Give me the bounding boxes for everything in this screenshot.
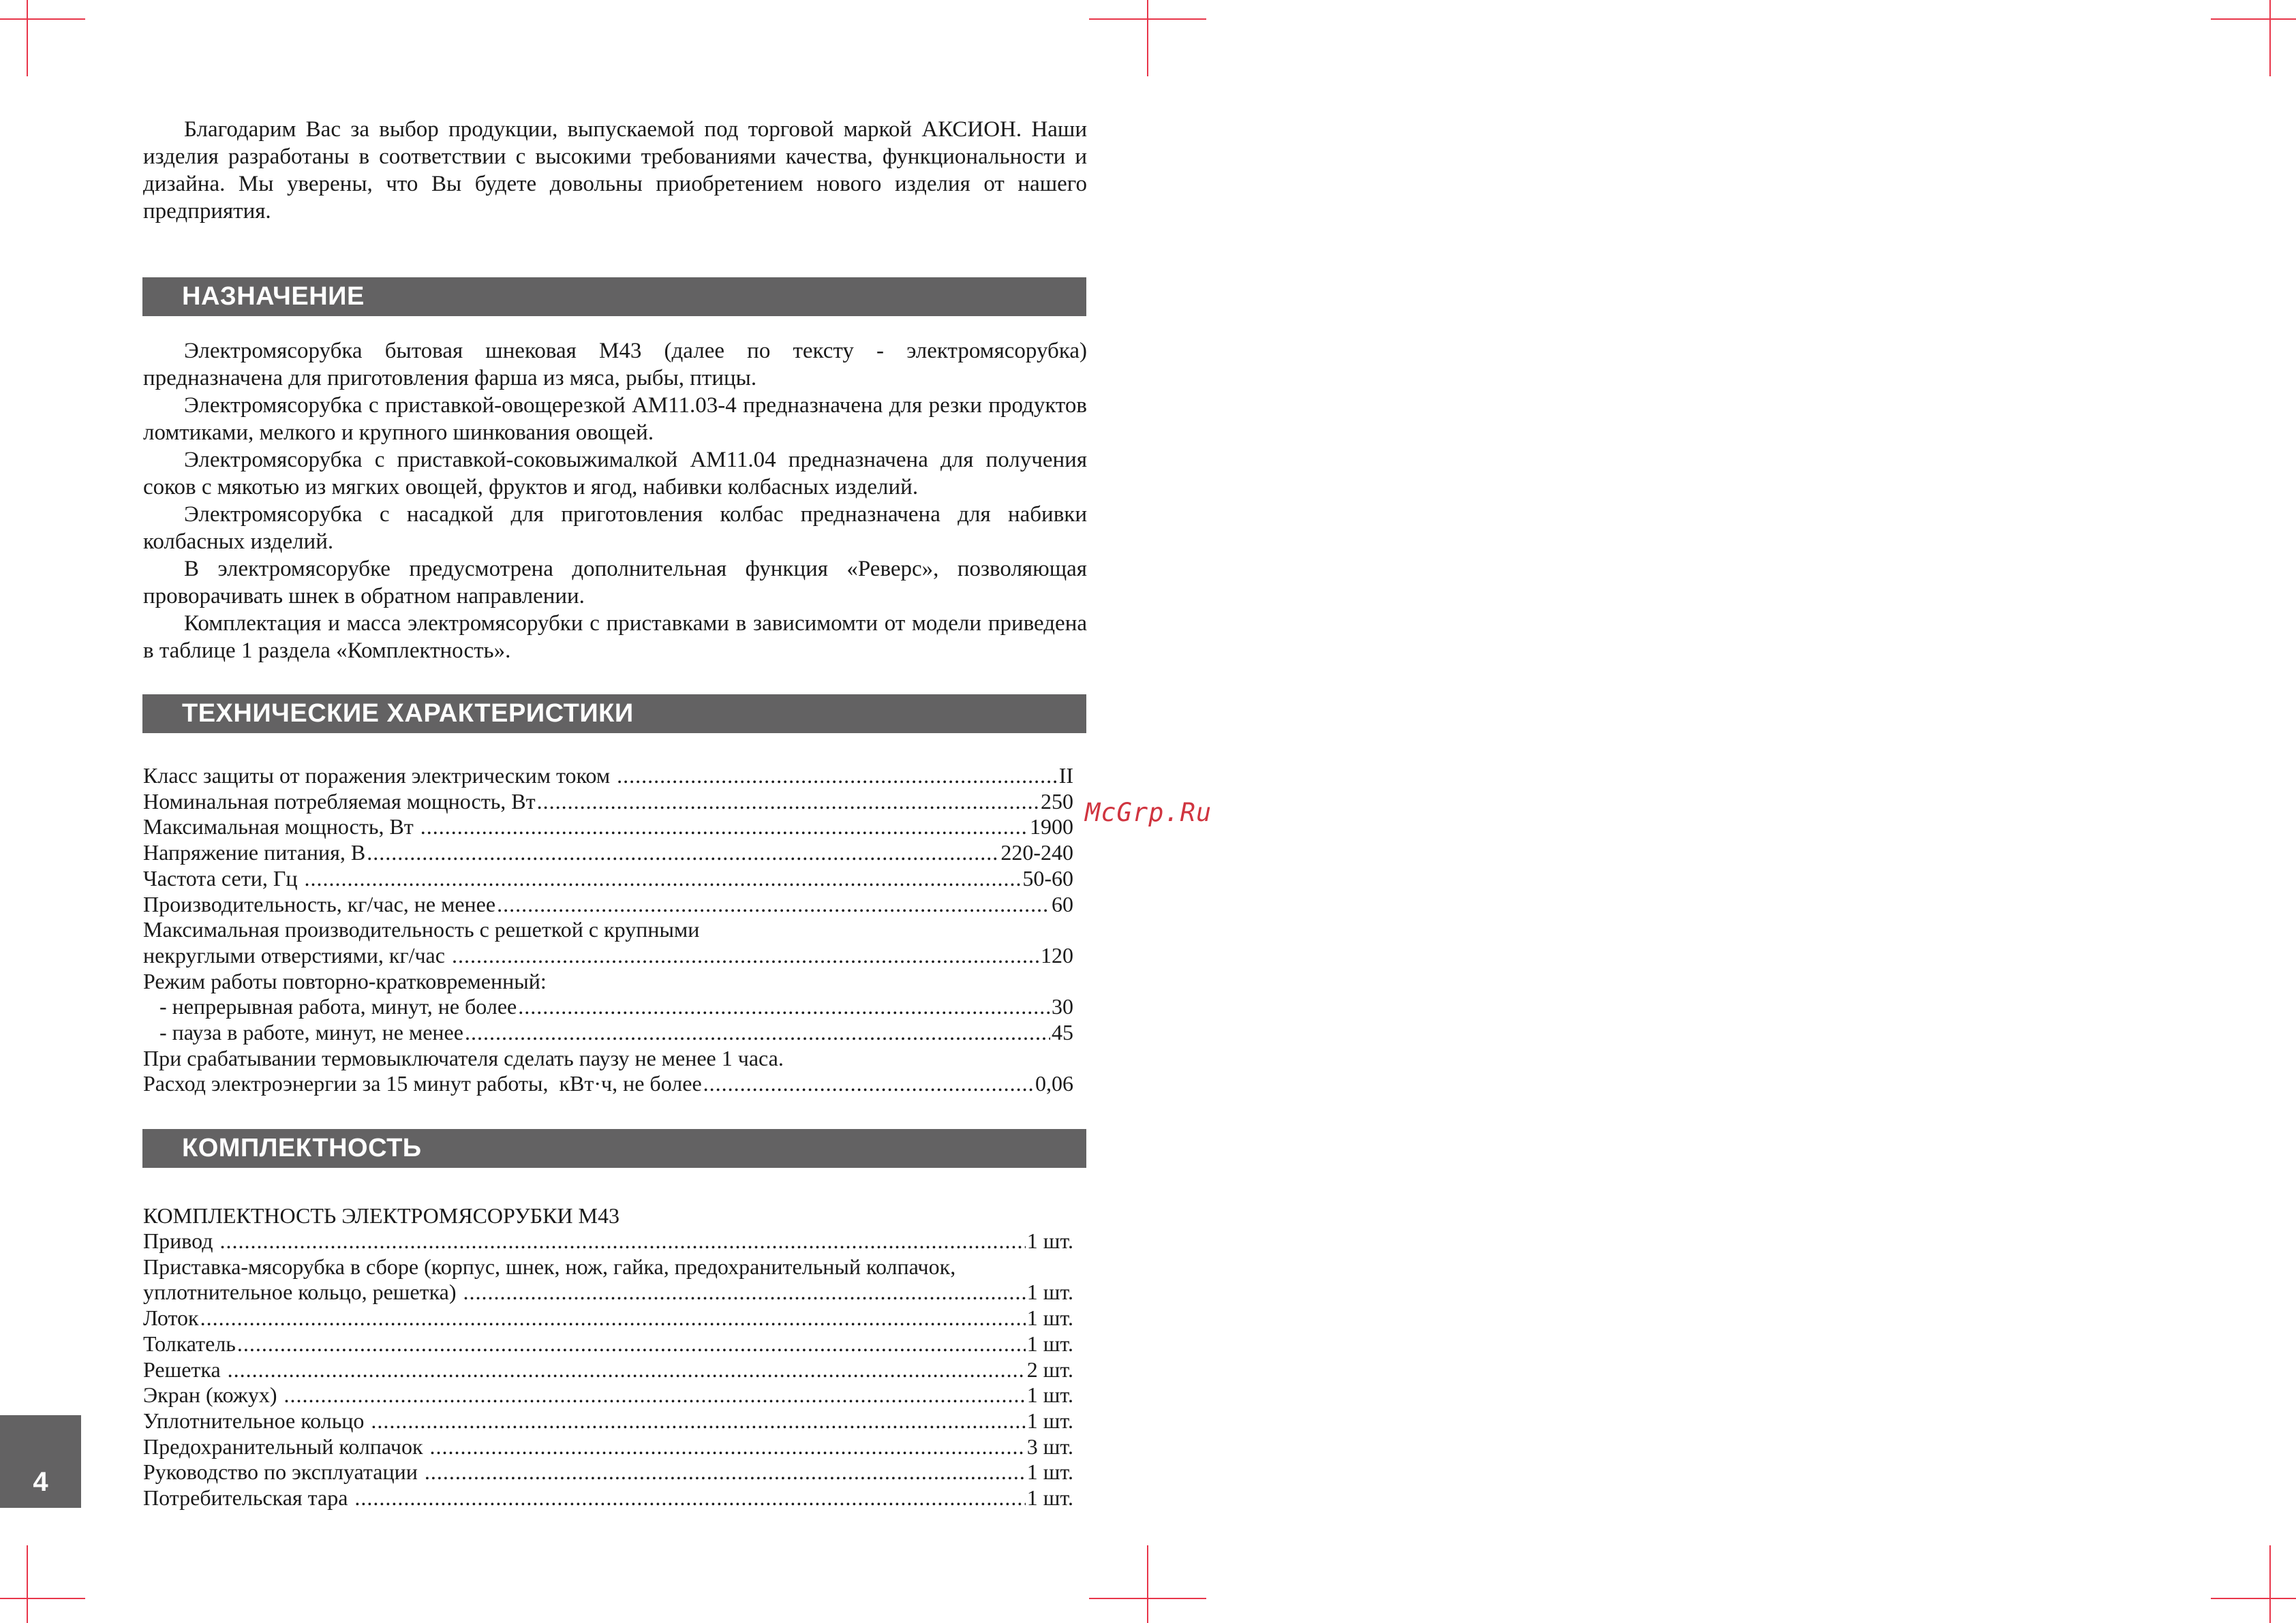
kit-subtitle: КОМПЛЕКТНОСТЬ ЭЛЕКТРОМЯСОРУБКИ М43 xyxy=(143,1203,619,1228)
kit-row-value: 1 шт. xyxy=(1026,1408,1073,1433)
specs-row-value: 250 xyxy=(1041,788,1073,814)
kit-row xyxy=(143,1459,1073,1485)
dot-leader xyxy=(228,1357,1026,1382)
crop-mark xyxy=(1147,1545,1148,1623)
dot-leader xyxy=(420,814,1028,839)
specs-text-line: При срабатывании термовыключателя сделать паузу не менее 1 часа. xyxy=(143,1045,784,1070)
specs-row xyxy=(143,993,1073,1019)
kit-row xyxy=(143,1228,1073,1254)
kit-row-value: 1 шт. xyxy=(1026,1305,1073,1331)
specs-row xyxy=(143,942,1073,968)
section-header-kit: КОМПЛЕКТНОСТЬ xyxy=(142,1129,1086,1168)
specs-row-value: 220-240 xyxy=(1000,840,1073,865)
kit-row-label: Привод xyxy=(143,1228,219,1253)
dot-leader xyxy=(367,839,999,865)
dot-leader xyxy=(463,1279,1026,1305)
page-number: 4 xyxy=(0,1415,81,1508)
specs-row xyxy=(143,788,1073,814)
kit-row xyxy=(143,1305,1073,1331)
purpose-paragraph: Электромясорубка с приставкой-овощерезкой АМ11.03-4 предназначена для резки продуктов ломтиками, мелкого и крупного шинкования овощей. xyxy=(143,393,1087,445)
intro-paragraph: Благодарим Вас за выбор продукции, выпускаемой под торговой маркой АКСИОН. Наши изделия разработаны в соответствии с высокими требованиями качества, функциональности и дизайна. Мы уверены, что Вы будете довольны приобретением нового изделия от нашего предприятия. xyxy=(143,117,1087,223)
specs-row xyxy=(143,1019,1073,1045)
specs-row-value: 30 xyxy=(1052,994,1073,1019)
kit-row-label: Лоток xyxy=(143,1305,199,1331)
dot-leader xyxy=(465,1019,1050,1045)
specs-row-label: Расход электроэнергии за 15 минут работы, кВт·ч, не более xyxy=(143,1071,702,1096)
dot-leader xyxy=(497,891,1050,917)
kit-row-label: Руководство по эксплуатации xyxy=(143,1459,423,1485)
specs-row xyxy=(143,865,1073,891)
crop-mark xyxy=(0,1598,85,1599)
specs-row-label: Класс защиты от поражения электрическим током xyxy=(143,763,616,788)
kit-row-value: 1 шт. xyxy=(1026,1228,1073,1253)
dot-leader xyxy=(237,1331,1026,1357)
dot-leader xyxy=(200,1305,1026,1331)
kit-row-value: 3 шт. xyxy=(1026,1434,1073,1459)
kit-row-label: уплотнительное кольцо, решетка) xyxy=(143,1280,462,1305)
specs-row-value: 60 xyxy=(1052,891,1073,916)
purpose-paragraph: Электромясорубка с приставкой-соковыжималкой АМ11.04 предназначена для получения соков с мякотью из мягких овощей, фруктов и ягод, набивки колбасных изделий. xyxy=(143,448,1087,499)
kit-row xyxy=(143,1331,1073,1357)
dot-leader xyxy=(219,1228,1025,1254)
specs-row-value: II xyxy=(1058,763,1073,788)
kit-row-value: 1 шт. xyxy=(1026,1485,1073,1510)
kit-row-label: Экран (кожух) xyxy=(143,1382,283,1408)
crop-mark xyxy=(2211,18,2296,20)
kit-row xyxy=(143,1382,1073,1408)
crop-mark xyxy=(2211,1598,2296,1599)
specs-row-label: Напряжение питания, В xyxy=(143,840,366,865)
kit-row-value: 2 шт. xyxy=(1026,1357,1073,1382)
kit-row-label: Предохранительный колпачок xyxy=(143,1434,429,1459)
dot-leader xyxy=(429,1434,1025,1459)
dot-leader xyxy=(518,993,1050,1019)
purpose-paragraph: Комплектация и масса электромясорубки с приставками в зависимомти от модели приведена в таблице 1 раздела «Комплектность». xyxy=(143,611,1087,663)
section-header-specs: ТЕХНИЧЕСКИЕ ХАРАКТЕРИСТИКИ xyxy=(142,694,1086,733)
dot-leader xyxy=(284,1382,1026,1408)
dot-leader xyxy=(537,788,1039,814)
specs-row-label: - пауза в работе, минут, не менее xyxy=(143,1020,463,1045)
specs-row xyxy=(143,1070,1073,1096)
dot-leader xyxy=(452,942,1039,968)
crop-mark xyxy=(1147,0,1148,76)
kit-row xyxy=(143,1279,1073,1305)
specs-row-label: Номинальная потребляемая мощность, Вт xyxy=(143,788,536,814)
kit-row-value: 1 шт. xyxy=(1026,1382,1073,1408)
kit-row xyxy=(143,1434,1073,1459)
specs-row-label: Производительность, кг/час, не менее xyxy=(143,891,496,916)
kit-row-label: Потребительская тара xyxy=(143,1485,354,1510)
crop-mark xyxy=(2269,0,2271,76)
kit-text-line: Приставка-мясорубка в сборе (корпус, шнек, нож, гайка, предохранительный колпачок, xyxy=(143,1254,956,1279)
crop-mark xyxy=(0,18,85,20)
watermark-link[interactable]: McGrp.Ru xyxy=(1085,798,1212,827)
dot-leader xyxy=(617,762,1058,788)
kit-row-label: Решетка xyxy=(143,1357,226,1382)
specs-row xyxy=(143,891,1073,917)
intro-text xyxy=(143,116,1087,225)
dot-leader xyxy=(703,1070,1034,1096)
kit-row-value: 1 шт. xyxy=(1026,1459,1073,1485)
dot-leader xyxy=(304,865,1021,891)
purpose-paragraph: Электромясорубка бытовая шнековая М43 (далее по тексту - электромясорубка) предназначена для приготовления фарша из мяса, рыбы, птицы. xyxy=(143,339,1087,390)
kit-row-label: Уплотнительное кольцо xyxy=(143,1408,370,1433)
specs-row xyxy=(143,762,1073,788)
crop-mark xyxy=(27,1545,28,1623)
kit-row xyxy=(143,1485,1073,1511)
kit-row-value: 1 шт. xyxy=(1026,1280,1073,1305)
specs-text-line: Режим работы повторно-кратковременный: xyxy=(143,968,547,993)
specs-row-label: - непрерывная работа, минут, не более xyxy=(143,994,517,1019)
kit-row xyxy=(143,1408,1073,1434)
dot-leader xyxy=(425,1459,1026,1485)
specs-row xyxy=(143,814,1073,839)
specs-row-label: Максимальная мощность, Вт xyxy=(143,814,419,839)
kit-row-value: 1 шт. xyxy=(1026,1331,1073,1356)
specs-row-value: 50-60 xyxy=(1022,865,1073,891)
kit-row-label: Толкатель xyxy=(143,1331,236,1356)
specs-row-value: 0,06 xyxy=(1035,1071,1073,1096)
kit-row xyxy=(143,1357,1073,1382)
purpose-paragraph: Электромясорубка с насадкой для приготовления колбас предназначена для набивки колбасных изделий. xyxy=(143,502,1087,554)
dot-leader xyxy=(371,1408,1025,1434)
specs-row-value: 120 xyxy=(1041,942,1073,968)
specs-row-value: 1900 xyxy=(1030,814,1073,839)
specs-row xyxy=(143,839,1073,865)
dot-leader xyxy=(354,1485,1025,1511)
crop-mark xyxy=(2269,1545,2271,1623)
crop-mark xyxy=(27,0,28,76)
purpose-paragraph: В электромясорубке предусмотрена дополнительная функция «Реверс», позволяющая проворачивать шнек в обратном направлении. xyxy=(143,557,1087,608)
section-header-purpose: НАЗНАЧЕНИЕ xyxy=(142,277,1086,316)
specs-row-value: 45 xyxy=(1052,1020,1073,1045)
specs-row-label: Частота сети, Гц xyxy=(143,865,303,891)
specs-text-line: Максимальная производительность с решеткой с крупными xyxy=(143,917,700,942)
specs-row-label: некруглыми отверстиями, кг/час xyxy=(143,942,450,968)
purpose-text xyxy=(143,337,1087,664)
